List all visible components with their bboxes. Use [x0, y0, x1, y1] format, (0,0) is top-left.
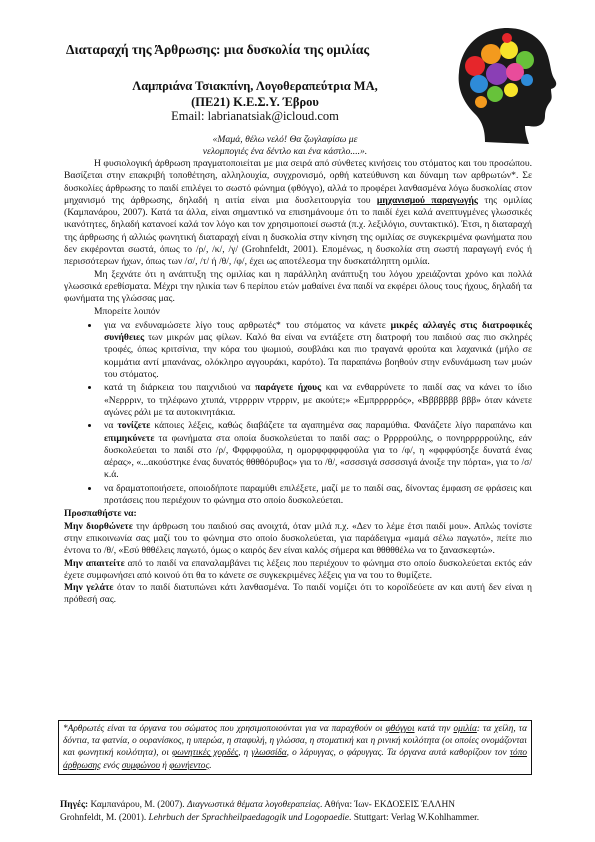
- paragraph-you-can: Μπορείτε λοιπόν: [94, 305, 160, 317]
- emphasis: παράγετε ήχους: [255, 382, 322, 394]
- footnote-box: [58, 720, 532, 775]
- text-run: την άρθρωση του παιδιού σας ανοιχτά, όταν μιλά π.χ. «Δεν το λέμε έτσι παιδί μου». Απλώς τονίστε στην επικοινωνία σας μαζί του το φώνημα στο οποίο δυσκολεύεται, για παράδειγμα «μαμά σέλω παγωτό», πείτε πιο έντονα το /θ/, «Εσύ θθθέλεις παγωτό, όμως ο καιρός δεν είναι καλός σήμερα και θθθθθέλω να το ξανασκεφτώ».: [64, 520, 532, 557]
- emphasis-mechanism: μηχανισμού παραγωγής: [376, 194, 478, 206]
- opening-quote: [150, 134, 420, 159]
- text-run: : τα χείλη, τα δόντια, τα φατνία, ο ουρανίσκος, η υπερώα, η σταφυλή, η γλώσσα, η στοματική και η ρινική κοιλότητα (οι οποίες ονομάζονται και φωνητική κοιλότητα), οι: [63, 724, 527, 759]
- sources-block: [60, 799, 540, 824]
- list-item: [100, 483, 532, 508]
- text-run: να δραματοποιήσετε, οποιοδήποτε παραμύθι επιλέξετε, μαζί με το παιδί σας, δίνοντας έμφαση σε φράσεις και προτάσεις που περιέχουν το φώνημα στο οποίο δυσκολεύεται.: [104, 482, 532, 507]
- text-run: όταν το παιδί διατυπώνει κάτι λανθασμένα. Το παιδί νομίζει ότι το κοροϊδεύετε αν και αυτή δεν είναι η πρόθεσή σας.: [64, 582, 532, 606]
- text-run: Η φυσιολογική άρθρωση πραγματοποιείται με μια σειρά από σύνθετες κινήσεις του στόματος και του προσώπου. Βασίζεται στην επακριβή τοποθέτηση, αλληλουχία, συγχρονισμό, ορθή κατεύθυνση και δύναμη των αρθρωτών*. Σε δυσκολίες άρθρωσης το παιδί επιλέγει το σωστό φώνημα (φθόγγο), αλλά το προφέρει λανθασμένα λόγω δυσκολίας στον μηχανισμό της άρθρωσης, δηλαδή η αιτία είναι μια δυσλειτουργία του: [64, 158, 532, 206]
- paragraph-avoid-2: [64, 558, 532, 583]
- text-run: τα φωνήματα στα οποία δυσκολεύεται το παιδί σας: ο Ρρρρρούλης, ο πονηρρρρρούλης, εάν δυσκολεύεται το παιδί στο /ρ/, Φφφφφούλα, η ομορφφφφφφούλα για το /φ/, η «φφφφύσηξε δυνατά ένας αέρας», «...ακούστηκε ένας δυνατός θθθθόρυβος» για το /θ/, «σσσσιγά σσσσσιγά άνοιξε την πόρτα», για το /σ/ κ.ά.: [104, 432, 532, 481]
- text-run: και να ενθαρρύνετε το παιδί σας να κάνει το ίδιο «Νερρριν, το τηλέφωνο χτυπά, ντρρρριν ντρρριν, με ακούτε;» «Εμπρρρρρός», «Βββββββ βββ» όταν κάνετε αγώνες ράλι με τα αυτοκινητάκια.: [104, 382, 532, 418]
- text-run: Grohnfeldt, M. (2001).: [60, 812, 149, 823]
- lead-phrase: Μην γελάτε: [64, 582, 114, 594]
- sources-label: Πηγές:: [60, 800, 89, 810]
- text-run: . Stuttgart: Verlag W.Kohlhammer.: [349, 812, 480, 823]
- text-run: των μικρών μας φίλων. Καλό θα είναι να εντάξετε στη διατροφή του παιδιού σας πιο σκληρές τροφές, όπως κριτσίνια, την κόρα του ψωμιού, σουβλάκι και πιο τραγανά φρούτα και λαχανικά (μήλο σε κομμάτια αντί μπανάνας, ολόκληρο αγγουράκι, καρότο). Τα παραπάνω βοηθούν στην ενδυνάμωση των μυών του στόματος.: [104, 332, 532, 381]
- quote-line-1: «Μαμά, θέλω νελό! Θα ζωγλαφίσω με: [212, 134, 358, 145]
- text-run: για να ενδυναμώσετε λίγο τους αρθρωτές* του στόματος να κάνετε: [104, 319, 391, 331]
- underlined-term: φωνήεντος: [169, 760, 210, 771]
- paragraph-avoid-1: [64, 521, 532, 558]
- text-run: να: [104, 420, 118, 432]
- document-title: Διαταραχή της Άρθρωσης: μια δυσκολία της ομιλίας: [66, 42, 370, 57]
- lead-phrase: Μην διορθώνετε: [64, 520, 133, 532]
- text-run: Καμπανάρου, Μ. (2007).: [88, 800, 187, 810]
- text-run: κάποιες λέξεις, καθώς διαβάζετε τα αγαπημένα σας παραμύθια. Φανάζετε λίγο παραπάνω και: [150, 420, 532, 432]
- source-2: [60, 812, 540, 825]
- text-run: *Αρθρωτές είναι τα όργανα του σώματος που χρησιμοποιούνται για να παραχθούν οι: [63, 724, 386, 734]
- quote-line-2: νελομπογιές ένα δέντλο και ένα κάστλο....».: [202, 146, 368, 158]
- text-run: , η: [238, 748, 252, 759]
- emphasis: επιμηκύνετε: [104, 432, 155, 444]
- underlined-term: συμφώνου: [121, 760, 160, 771]
- underlined-term: φθόγγοι: [385, 724, 415, 734]
- article-body: [64, 158, 532, 607]
- list-item: [100, 420, 532, 481]
- paragraph-development: Μη ξεχνάτε ότι η ανάπτυξη της ομιλίας και η παράλληλη ανάπτυξη του λόγου χρειάζονται χρόνο και πολλά γλωσσικά ερεθίσματα. Μέχρι την ηλικία των 6 περίπου ετών μαθαίνει ένα παιδί να εκφέρει όλους τους ήχους, δηλαδή τα φωνήματα της γλώσσας μας.: [64, 268, 532, 305]
- tips-list: [64, 320, 532, 507]
- author-block: [100, 78, 410, 110]
- book-title: Lehrbuch der Sprachheilpaedagogik und Logopaedie: [148, 812, 350, 823]
- underlined-term: τόπο άρθρωσης: [63, 748, 528, 771]
- text-run: της ομιλίας (Καμπανάρου, 2007). Κατά τα άλλα, είναι σημαντικό να επισημάνουμε ότι το παιδί έχει καλά ανεπτυγμένες γλωσσικές ικανότητες, δηλαδή κατανοεί καλά τον λόγο και τον χρησιμοποιεί σωστά (π.χ. λεξιλόγιο, συντακτικό). Έτσι, η διαταραχή της άρθρωσης ή αλλιώς φωνητική διαταραχή είναι η δυσκολία στην κίνηση της ομιλίας σε συγκεκριμένα φωνήματα που δεν εκφέρονται σωστά, όπως το /ρ/, /κ/, /γ/ (Grohnfeldt, 2001). Επομένως, η δυσκολία στη σωστή παραγωγή ενός ή περισσότερων ήχων, όπως των /σ/, /τ/ ή /θ/, /φ/, έχει ως αποτέλεσμα την δυσκατάληπτη ομιλία.: [64, 194, 532, 268]
- text-run: ή: [159, 760, 170, 771]
- paragraph-intro: [64, 158, 532, 269]
- author-affiliation: (ΠΕ21) Κ.Ε.Σ.Υ. Έβρου: [191, 95, 319, 109]
- text-run: , ο λάρυγγας, ο φάρυγγας. Τα όργανα αυτά καθορίζουν τον: [286, 748, 510, 759]
- text-run: .: [209, 760, 212, 771]
- colorful-head-illustration: [445, 10, 565, 158]
- underlined-term: γλωσσίδα: [251, 748, 287, 759]
- paragraph-avoid-3: [64, 582, 532, 607]
- text-run: κατά την: [414, 724, 454, 734]
- text-run: από το παιδί να επαναλαμβάνει τις λέξεις που περιέχουν το φώνημα στο οποίο δυσκολεύεται εκτός εάν έχετε συμφωνήσει από κοινού ότι θα το κάνετε σε συγκεκριμένες λέξεις για να του το θυμίζετε.: [64, 557, 532, 581]
- author-email: Email: labrianatsiak@icloud.com: [171, 109, 339, 123]
- text-run: ενός: [100, 760, 122, 771]
- author-name: Λαμπριάνα Τσιακπίνη, Λογοθεραπεύτρια ΜΑ,: [132, 79, 378, 93]
- section-heading: Προσπαθήστε να:: [64, 508, 137, 520]
- list-item: [100, 320, 532, 381]
- lead-phrase: Μην απαιτείτε: [64, 557, 125, 569]
- book-title: Διαγνωστικά θέματα λογοθεραπείας: [187, 800, 320, 810]
- emphasis: μικρές αλλαγές στις διατροφικές συνήθειες: [104, 319, 532, 344]
- underlined-term: ομιλία: [453, 724, 477, 734]
- list-item: [100, 382, 532, 419]
- underlined-term: φωνητικές χορδές: [172, 748, 239, 759]
- emphasis: τονίζετε: [117, 420, 151, 432]
- text-run: κατά τη διάρκεια του παιχνιδιού να: [104, 382, 256, 394]
- text-run: . Αθήνα: Ίων- ΕΚΔΟΣΕΙΣ ΈΛΛΗΝ: [319, 800, 456, 810]
- source-1: [60, 799, 540, 812]
